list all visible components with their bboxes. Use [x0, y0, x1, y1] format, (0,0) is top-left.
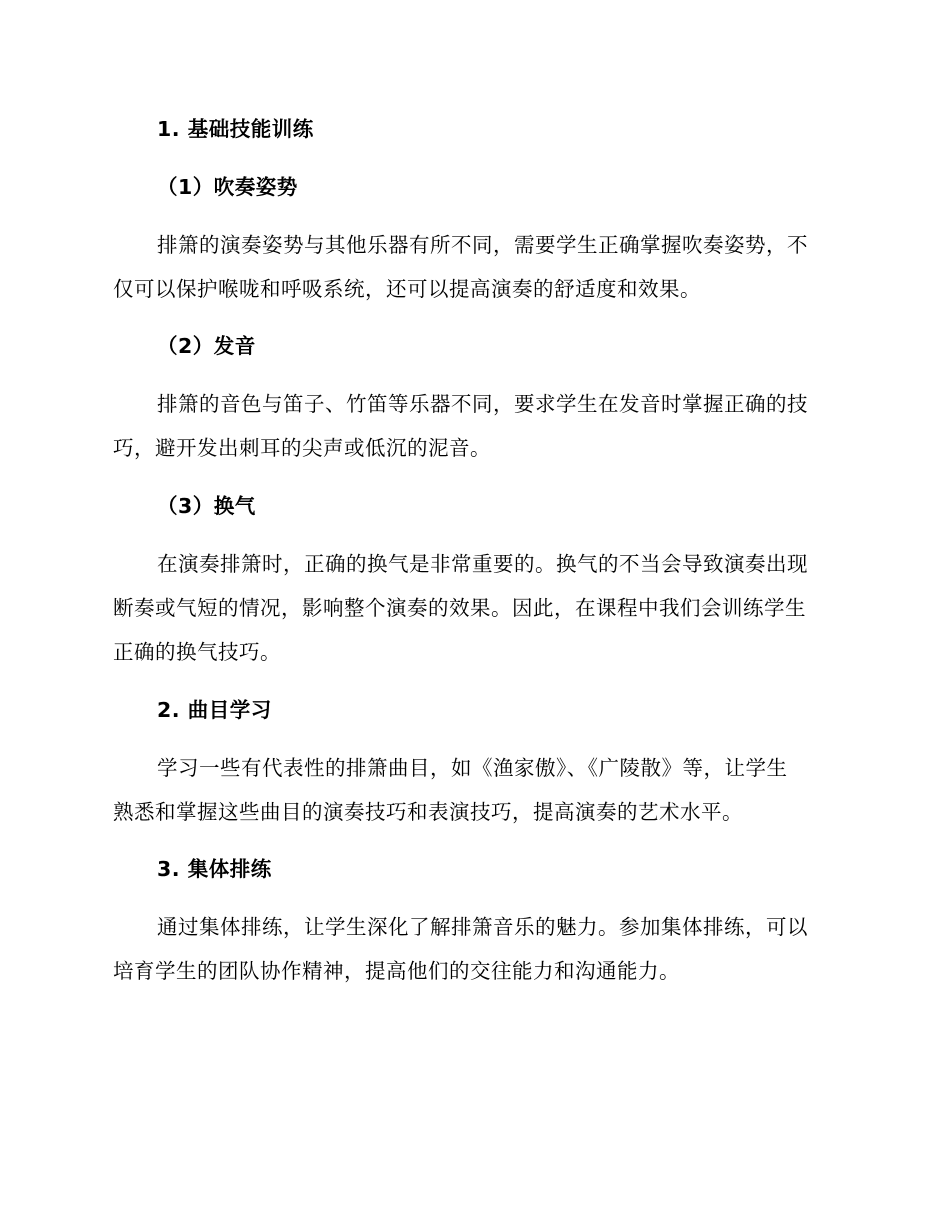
paragraph-line: 通过集体排练，让学生深化了解排箫音乐的魅力。参加集体排练，可以	[157, 915, 808, 939]
paragraph-line: 熟悉和掌握这些曲目的演奏技巧和表演技巧，提高演奏的艺术水平。	[113, 800, 743, 824]
paragraph-line: 巧，避开发出刺耳的尖声或低沉的泥音。	[113, 436, 491, 460]
paragraph-line: 学习一些有代表性的排箫曲目，如《渔家傲》、《广陵散》等，让学生	[157, 756, 788, 780]
paragraph-line: 断奏或气短的情况，影响整个演奏的效果。因此，在课程中我们会训练学生	[113, 596, 806, 620]
paragraph-line: 仅可以保护喉咙和呼吸系统，还可以提高演奏的舒适度和效果。	[113, 277, 701, 301]
subsection-heading-pronunciation: （2）发音	[157, 334, 256, 358]
section-heading-repertoire: 2. 曲目学习	[157, 698, 272, 722]
section-heading-ensemble: 3. 集体排练	[157, 857, 272, 881]
paragraph-line: 排箫的音色与笛子、竹笛等乐器不同，要求学生在发音时掌握正确的技	[157, 392, 808, 416]
paragraph-line: 正确的换气技巧。	[113, 640, 281, 664]
paragraph-line: 排箫的演奏姿势与其他乐器有所不同，需要学生正确掌握吹奏姿势，不	[157, 233, 808, 257]
subsection-heading-posture: （1）吹奏姿势	[157, 175, 298, 199]
paragraph-line: 在演奏排箫时，正确的换气是非常重要的。换气的不当会导致演奏出现	[157, 552, 808, 576]
paragraph-line: 培育学生的团队协作精神，提高他们的交往能力和沟通能力。	[113, 959, 680, 983]
section-heading-basic-skills: 1. 基础技能训练	[157, 117, 314, 141]
subsection-heading-breathing: （3）换气	[157, 494, 256, 518]
